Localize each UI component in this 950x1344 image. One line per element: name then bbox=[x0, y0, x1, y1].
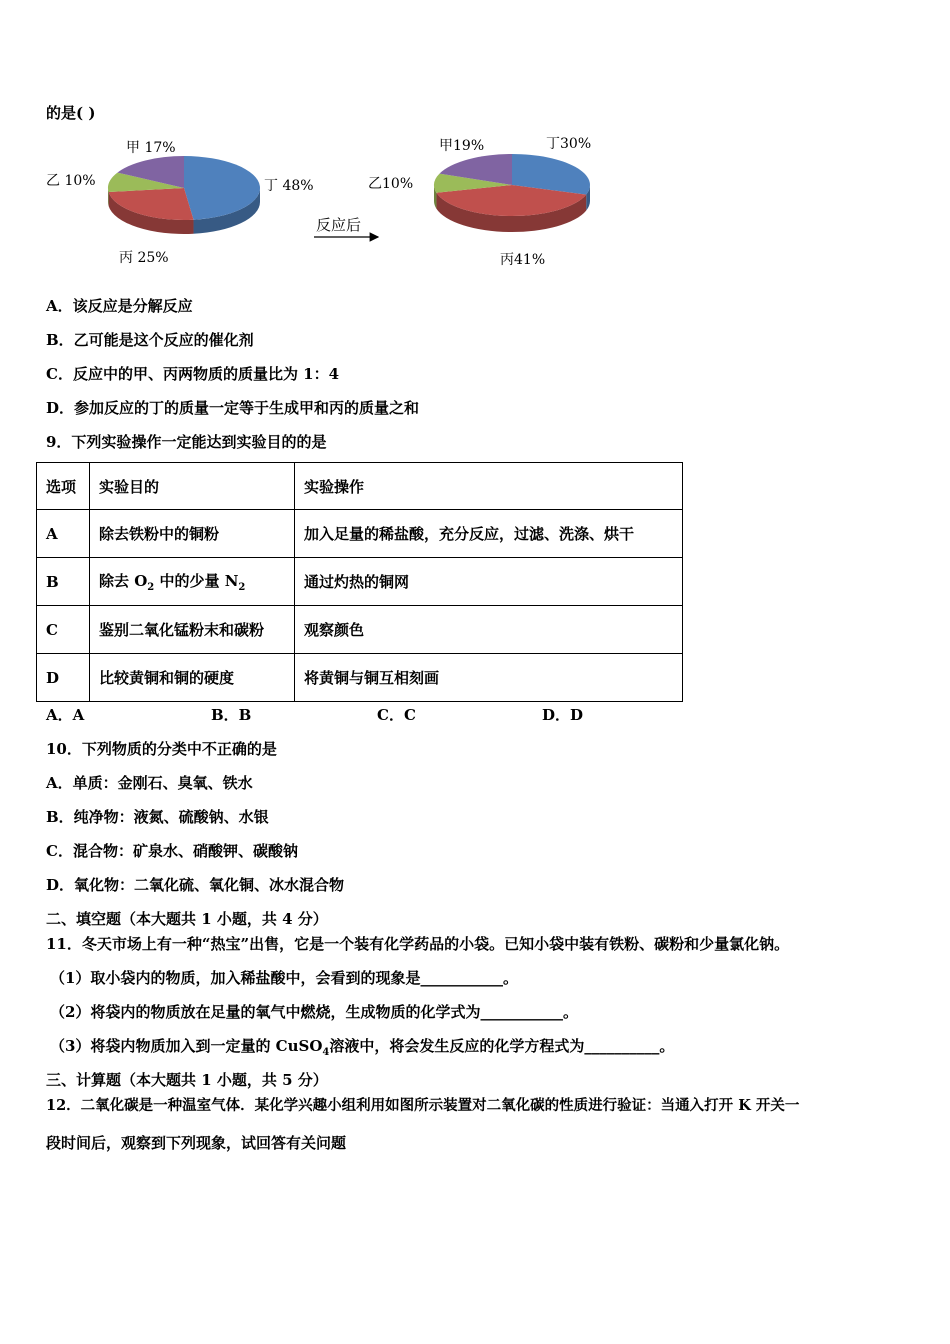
pie1-label-ding: 丁 48% bbox=[264, 178, 314, 194]
q10-option-b: B．纯净物：液氮、硫酸钠、水银 bbox=[46, 808, 269, 826]
row-goal bbox=[90, 558, 295, 606]
row-operation: 通过灼热的铜网 bbox=[295, 558, 683, 606]
row-goal: 除去铁粉中的铜粉 bbox=[90, 510, 295, 558]
pie1-label-yi: 乙 10% bbox=[46, 173, 96, 189]
pie1-label-bing: 丙 25% bbox=[119, 250, 169, 266]
q8-option-d: D．参加反应的丁的质量一定等于生成甲和丙的质量之和 bbox=[46, 399, 420, 417]
q11-part-2: （2）将袋内的物质放在足量的氧气中燃烧，生成物质的化学式为___________。 bbox=[50, 1003, 578, 1021]
q10-option-a: A．单质：金刚石、臭氧、铁水 bbox=[46, 774, 253, 792]
row-option: A bbox=[37, 510, 90, 558]
table-row bbox=[37, 606, 683, 654]
pie2-label-ding: 丁30% bbox=[546, 136, 592, 152]
pie2-label-bing: 丙41% bbox=[500, 252, 546, 268]
row-option: D bbox=[37, 654, 90, 702]
q8-option-a: A．该反应是分解反应 bbox=[46, 297, 193, 315]
arrow-label: 反应后 bbox=[316, 216, 362, 234]
pie-before-reaction bbox=[108, 156, 260, 234]
q8-stem-tail: 的是( ) bbox=[46, 104, 96, 122]
section-2-heading: 二、填空题（本大题共 1 小题，共 4 分） bbox=[46, 910, 328, 928]
goal-subscript-1: 2 bbox=[147, 582, 155, 593]
q9-stem: 9．下列实验操作一定能达到实验目的的是 bbox=[46, 433, 327, 451]
table-row bbox=[37, 510, 683, 558]
row-goal: 比较黄铜和铜的硬度 bbox=[90, 654, 295, 702]
pie2-label-jia: 甲19% bbox=[439, 138, 485, 154]
q10-option-d: D．氧化物：二氧化硫、氧化铜、冰水混合物 bbox=[46, 876, 345, 894]
q11-part-3 bbox=[50, 1035, 674, 1058]
header-goal: 实验目的 bbox=[90, 463, 295, 510]
row-operation: 加入足量的稀盐酸，充分反应，过滤、洗涤、烘干 bbox=[295, 510, 683, 558]
pie-after-reaction bbox=[434, 154, 590, 232]
reaction-pie-charts bbox=[40, 128, 660, 288]
q12-line-1: 12．二氧化碳是一种温室气体．某化学兴趣小组利用如图所示装置对二氧化碳的性质进行验证：当通入打开 K 开关一 bbox=[46, 1097, 800, 1114]
q8-option-b: B．乙可能是这个反应的催化剂 bbox=[46, 331, 254, 349]
table-row bbox=[37, 558, 683, 606]
goal-text-1: 除去 O bbox=[99, 572, 148, 590]
table-header-row bbox=[37, 463, 683, 510]
goal-text-2: 中的少量 N bbox=[154, 572, 239, 590]
table-row bbox=[37, 654, 683, 702]
q11-part-3-post: 溶液中，将会发生反应的化学方程式为__________。 bbox=[329, 1037, 675, 1055]
q10-option-c: C．混合物：矿泉水、硝酸钾、碳酸钠 bbox=[46, 842, 298, 860]
q9-option-a: A．A bbox=[46, 706, 85, 724]
q11-part-3-subscript: 4 bbox=[322, 1047, 330, 1058]
q9-option-b: B．B bbox=[211, 706, 252, 724]
row-operation: 将黄铜与铜互相刻画 bbox=[295, 654, 683, 702]
q9-experiment-table bbox=[36, 462, 683, 702]
pie2-label-yi: 乙10% bbox=[368, 176, 414, 192]
q9-option-d: D．D bbox=[542, 706, 584, 724]
q11-stem: 11．冬天市场上有一种“热宝”出售，它是一个装有化学药品的小袋。已知小袋中装有铁粉、碳粉和少量氯化钠。 bbox=[46, 935, 790, 953]
section-3-heading: 三、计算题（本大题共 1 小题，共 5 分） bbox=[46, 1071, 328, 1089]
goal-subscript-2: 2 bbox=[238, 582, 246, 593]
pie1-label-jia: 甲 17% bbox=[126, 140, 176, 156]
q8-option-c: C．反应中的甲、丙两物质的质量比为 1：4 bbox=[46, 365, 340, 383]
q11-part-1: （1）取小袋内的物质，加入稀盐酸中，会看到的现象是___________。 bbox=[50, 969, 518, 987]
row-operation: 观察颜色 bbox=[295, 606, 683, 654]
q12-line-2: 段时间后，观察到下列现象，试回答有关问题 bbox=[46, 1134, 347, 1152]
row-option: C bbox=[37, 606, 90, 654]
q11-part-3-pre: （3）将袋内物质加入到一定量的 CuSO bbox=[50, 1037, 323, 1055]
header-operation: 实验操作 bbox=[295, 463, 683, 510]
header-option: 选项 bbox=[37, 463, 90, 510]
q10-stem: 10．下列物质的分类中不正确的是 bbox=[46, 740, 277, 758]
row-option: B bbox=[37, 558, 90, 606]
q9-option-c: C．C bbox=[377, 706, 416, 724]
row-goal: 鉴别二氧化锰粉末和碳粉 bbox=[90, 606, 295, 654]
